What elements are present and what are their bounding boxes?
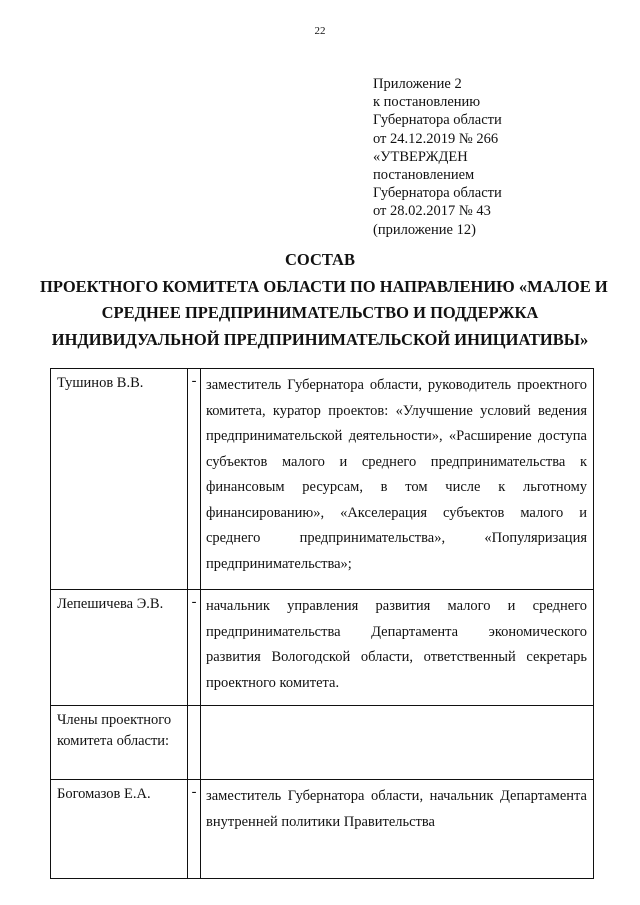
table-row (51, 780, 594, 879)
member-role (201, 369, 594, 590)
member-role (201, 590, 594, 706)
annex-line: от 28.02.2017 № 43 (373, 203, 491, 220)
member-name: Тушинов В.В. (51, 369, 188, 590)
title-line: ИНДИВИДУАЛЬНОЙ ПРЕДПРИНИМАТЕЛЬСКОЙ ИНИЦИАТИВЫ» (51, 329, 589, 349)
annex-line: «УТВЕРЖДЕН (373, 148, 468, 165)
annex-line: от 24.12.2019 № 266 (373, 130, 499, 147)
annex-line: постановлением (373, 167, 475, 184)
member-dash: - (188, 780, 201, 879)
member-role (201, 706, 594, 780)
annex-line: Губернатора области (373, 112, 502, 129)
document-title (40, 247, 608, 353)
annex-line: Губернатора области (373, 185, 502, 202)
section-label: Члены проектного комитета области: (51, 706, 188, 780)
member-dash: - (188, 590, 201, 706)
table-row (51, 706, 594, 780)
annex-line: к постановлению (373, 94, 481, 111)
table-row (51, 590, 594, 706)
title-line: СРЕДНЕЕ ПРЕДПРИНИМАТЕЛЬСТВО И ПОДДЕРЖКА (101, 303, 539, 322)
member-role-text: начальник управления развития малого и среднего предпринимательства Департамента экономического развития Вологодской области, ответственный секретарь проектного комитета. (206, 598, 587, 691)
title-line: ПРОЕКТНОГО КОМИТЕТА ОБЛАСТИ ПО НАПРАВЛЕНИЮ «МАЛОЕ И (40, 276, 608, 296)
table-row (51, 369, 594, 590)
member-name: Лепешичева Э.В. (51, 590, 188, 706)
annex-line: Приложение 2 (373, 76, 462, 92)
member-dash: - (188, 369, 201, 590)
member-role-text: заместитель Губернатора области, руководитель проектного комитета, куратор проектов: «Улучшение условий ведения предпринимательской деятельности», «Расширение доступа субъектов малого и среднего предпринимательства к финансовым ресурсам, в том числе к льготному финансированию», «Акселерация субъектов малого и среднего предпринимательства», «Популяризация предпринимательства»; (206, 377, 587, 572)
title-heading: СОСТАВ (285, 250, 355, 269)
member-dash (188, 706, 201, 780)
member-name: Богомазов Е.А. (51, 780, 188, 879)
member-role (201, 780, 594, 879)
page-number: 22 (314, 25, 326, 37)
member-role-text: заместитель Губернатора области, начальник Департамента внутренней политики Правительства (206, 788, 587, 830)
annex-line: (приложение 12) (373, 221, 476, 238)
committee-table (50, 368, 594, 879)
annex-block (373, 75, 502, 239)
